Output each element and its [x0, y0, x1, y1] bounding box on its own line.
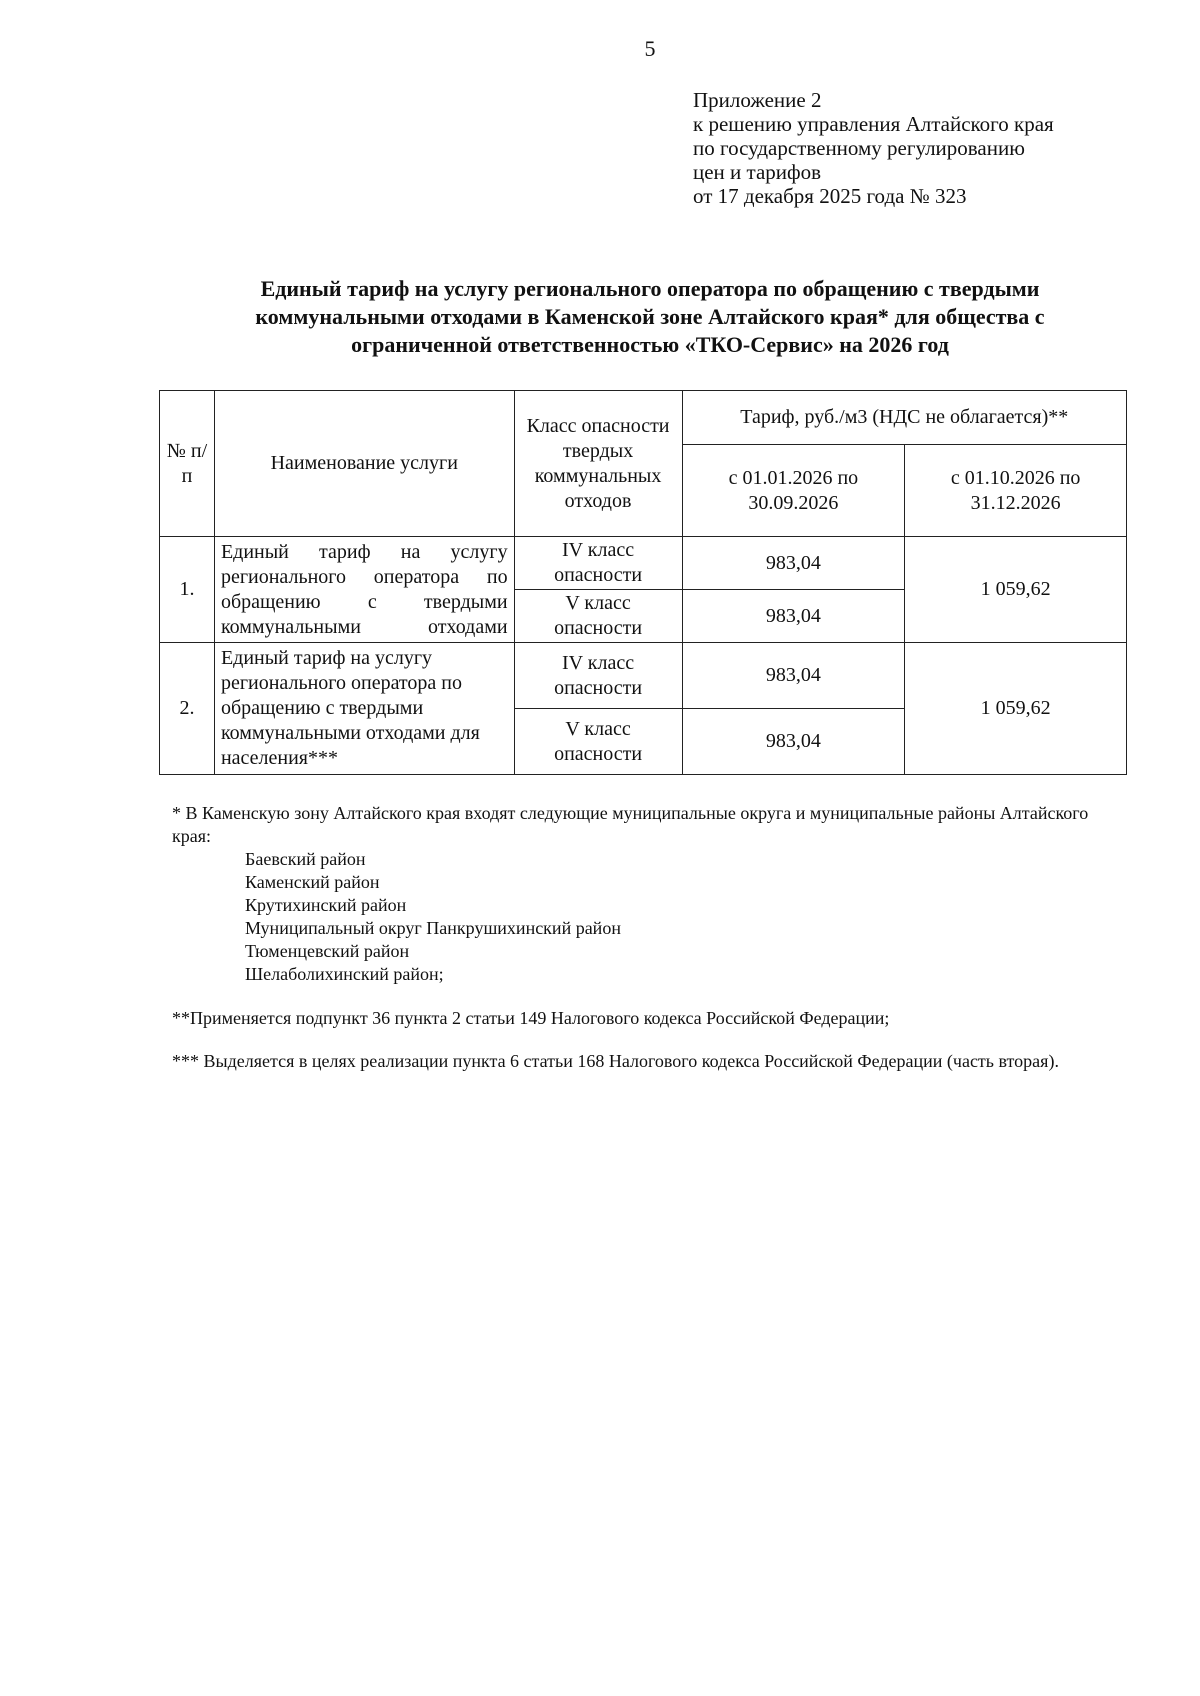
row-class: IV класс опасности [514, 537, 682, 590]
footnote-vat: **Применяется подпункт 36 пункта 2 статьи 149 Налогового кодекса Российской Федерации; [172, 1008, 890, 1028]
list-item: Тюменцевский район [245, 941, 410, 961]
list-item: Баевский район [245, 849, 366, 869]
table-row [160, 643, 1127, 709]
title-line: ограниченной ответственностью «ТКО-Сервис» на 2026 год [351, 332, 949, 357]
row-tariff-p1: 983,04 [682, 709, 905, 775]
row-tariff-p1: 983,04 [682, 643, 905, 709]
title-line: Единый тариф на услугу регионального оператора по обращению с твердыми [260, 276, 1040, 301]
row-service: Единый тариф на услугу регионального оператора по обращению с твердыми коммунальными отходами [214, 537, 514, 643]
appendix-line: Приложение 2 [693, 88, 822, 112]
row-class: IV класс опасности [514, 643, 682, 709]
appendix-line: от 17 декабря 2025 года № 323 [693, 184, 967, 208]
footnote-population: *** Выделяется в целях реализации пункта 6 статьи 168 Налогового кодекса Российской Федерации (часть вторая). [172, 1051, 1059, 1071]
header-period-2: с 01.10.2026 по 31.12.2026 [905, 445, 1127, 537]
table-row [160, 537, 1127, 590]
row-tariff-p2: 1 059,62 [905, 643, 1127, 775]
list-item: Крутихинский район [245, 895, 407, 915]
row-tariff-p1: 983,04 [682, 590, 905, 643]
appendix-line: к решению управления Алтайского края [693, 112, 1054, 136]
document-title [160, 275, 1140, 359]
header-hazard-class: Класс опасности твердых коммунальных отходов [514, 391, 682, 537]
appendix-header [693, 88, 1054, 208]
header-service-name: Наименование услуги [214, 391, 514, 537]
footnotes [172, 802, 1118, 1073]
list-item: Муниципальный округ Панкрушихинский район [245, 918, 621, 938]
district-list [172, 848, 1118, 986]
row-num: 1. [160, 537, 215, 643]
header-num: № п/п [160, 391, 215, 537]
footnote-zone: * В Каменскую зону Алтайского края входят следующие муниципальные округа и муниципальные районы Алтайского края: [172, 803, 1089, 846]
header-period-1: с 01.01.2026 по 30.09.2026 [682, 445, 905, 537]
row-class: V класс опасности [514, 709, 682, 775]
row-service: Единый тариф на услугу регионального оператора по обращению с твердыми коммунальными отходами для населения*** [214, 643, 514, 775]
list-item: Каменский район [245, 872, 380, 892]
list-item: Шелаболихинский район; [245, 964, 444, 984]
row-class: V класс опасности [514, 590, 682, 643]
tariff-table [159, 390, 1127, 775]
header-tariff: Тариф, руб./м3 (НДС не облагается)** [682, 391, 1126, 445]
appendix-line: цен и тарифов [693, 160, 822, 184]
page-number: 5 [644, 36, 656, 61]
title-line: коммунальными отходами в Каменской зоне Алтайского края* для общества с [255, 304, 1045, 329]
appendix-line: по государственному регулированию [693, 136, 1025, 160]
row-tariff-p1: 983,04 [682, 537, 905, 590]
row-tariff-p2: 1 059,62 [905, 537, 1127, 643]
row-num: 2. [160, 643, 215, 775]
